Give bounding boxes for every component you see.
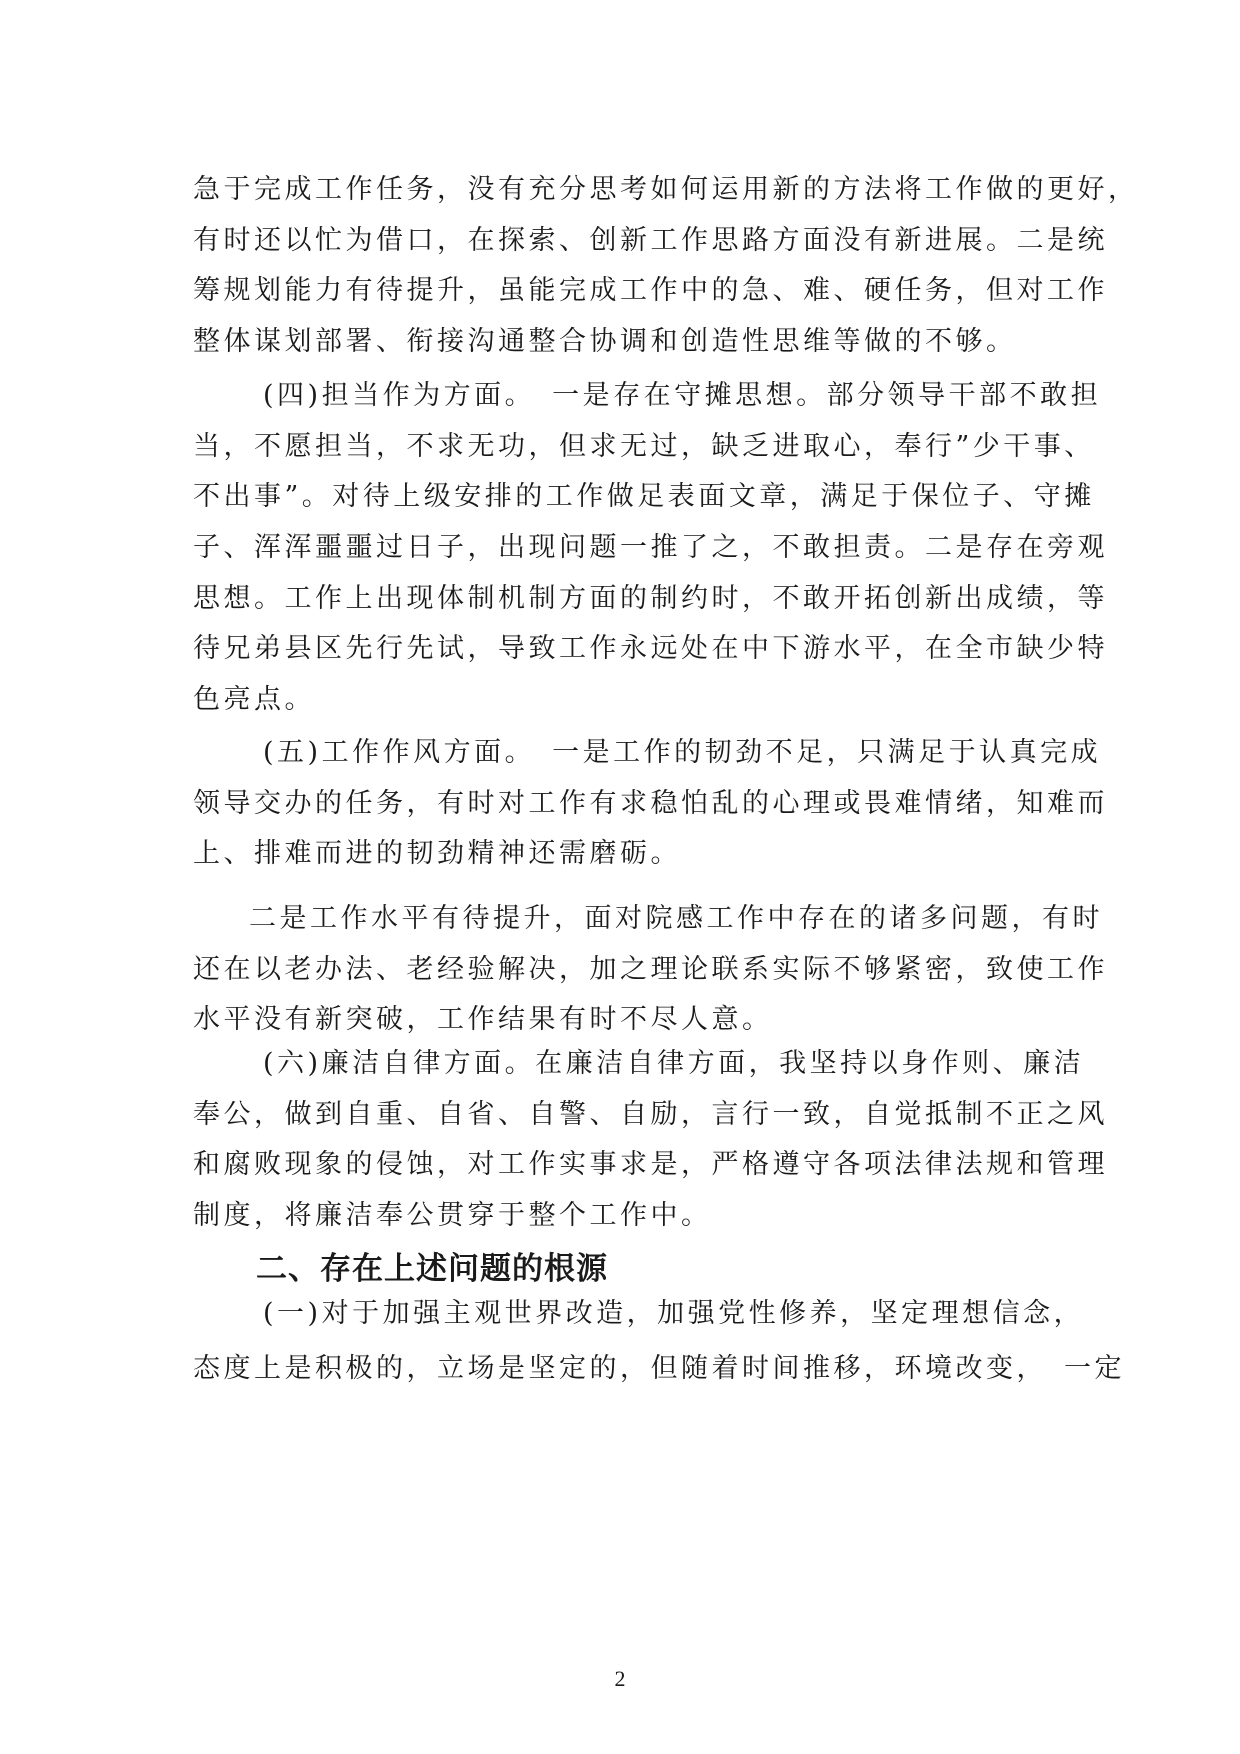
text-line: 急于完成工作任务，没有充分思考如何运用新的方法将工作做的更好， — [193, 174, 1139, 205]
text-line: 还在以老办法、老经验解决，加之理论联系实际不够紧密，致使工作 — [193, 954, 1108, 985]
text-line: 奉公，做到自重、自省、自警、自励，言行一致，自觉抵制不正之风 — [193, 1099, 1108, 1130]
text-line: 筹规划能力有待提升，虽能完成工作中的急、难、硬任务，但对工作 — [193, 275, 1108, 306]
text-line: 制度，将廉洁奉公贯穿于整个工作中。 — [193, 1200, 712, 1231]
section-heading: 二、存在上述问题的根源 — [256, 1251, 608, 1287]
text-line: 待兄弟县区先行先试，导致工作永远处在中下游水平，在全市缺少特 — [193, 633, 1108, 664]
text-line: (四)担当作为方面。 一是存在守摊思想。部分领导干部不敢担 — [263, 380, 1102, 411]
text-line: 思想。工作上出现体制机制方面的制约时，不敢开拓创新出成绩，等 — [193, 583, 1108, 614]
text-line: 态度上是积极的，立场是坚定的，但随着时间推移，环境改变， 一定 — [193, 1353, 1125, 1384]
text-line: 有时还以忙为借口，在探索、创新工作思路方面没有新进展。二是统 — [193, 225, 1108, 256]
text-line: 不出事”。对待上级安排的工作做足表面文章，满足于保位子、守摊 — [193, 481, 1095, 512]
text-line: 子、浑浑噩噩过日子，出现问题一推了之，不敢担责。二是存在旁观 — [193, 532, 1108, 563]
text-line: 整体谋划部署、衔接沟通整合协调和创造性思维等做的不够。 — [193, 326, 1017, 357]
text-line: (一)对于加强主观世界改造，加强党性修养，坚定理想信念， — [263, 1298, 1085, 1329]
text-line: 领导交办的任务，有时对工作有求稳怕乱的心理或畏难情绪，知难而 — [193, 788, 1108, 819]
text-line: (六)廉洁自律方面。在廉洁自律方面，我坚持以身作则、廉洁 — [263, 1048, 1085, 1079]
text-line: 和腐败现象的侵蚀，对工作实事求是，严格遵守各项法律法规和管理 — [193, 1149, 1108, 1180]
text-line: 上、排难而进的韧劲精神还需磨砺。 — [193, 838, 681, 869]
text-line: 色亮点。 — [193, 684, 315, 715]
page-number: 2 — [614, 1666, 626, 1691]
text-line: 当，不愿担当，不求无功，但求无过，缺乏进取心，奉行”少干事、 — [193, 431, 1095, 462]
text-line: 二是工作水平有待提升，面对院感工作中存在的诸多问题，有时 — [249, 903, 1103, 934]
text-line: 水平没有新突破，工作结果有时不尽人意。 — [193, 1004, 773, 1035]
text-line: (五)工作作风方面。 一是工作的韧劲不足，只满足于认真完成 — [263, 737, 1102, 768]
